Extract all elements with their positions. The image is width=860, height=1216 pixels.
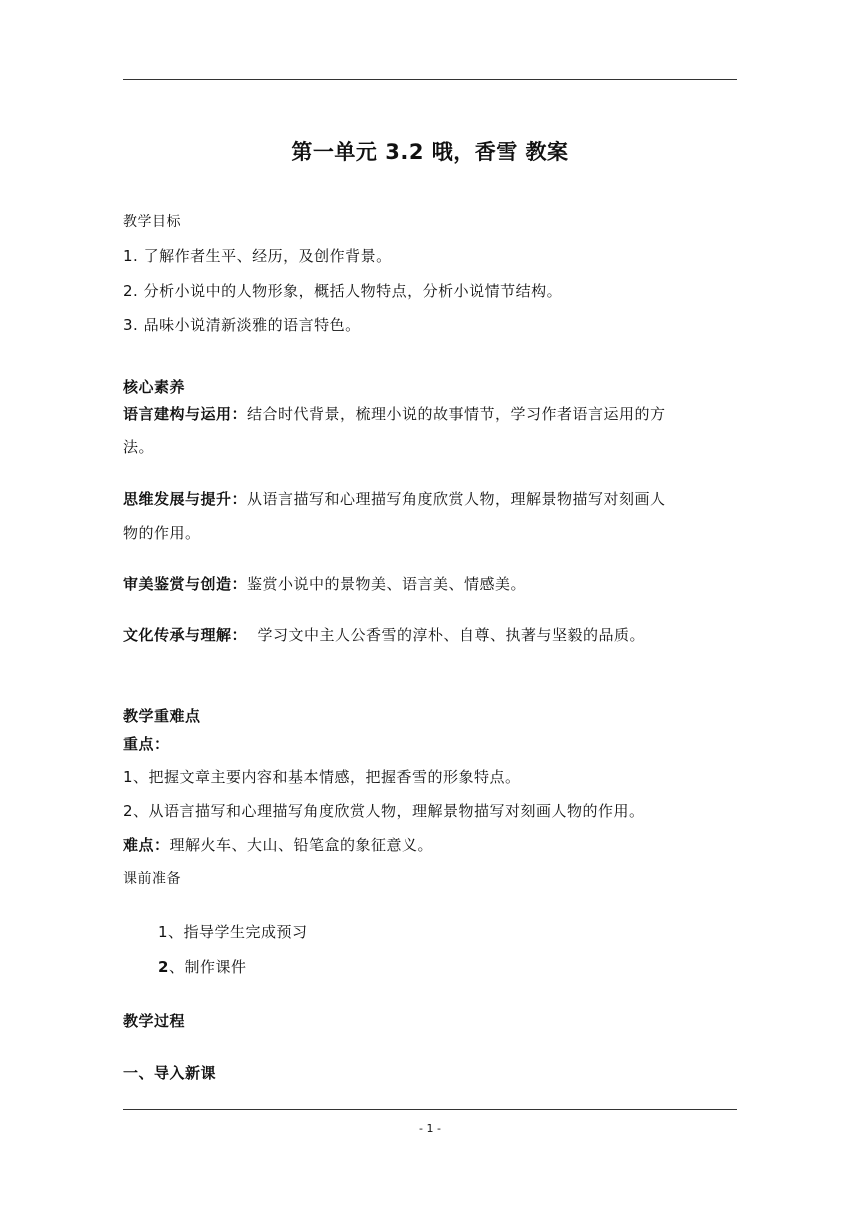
preparation-num: 1 (158, 923, 169, 941)
literacy-text: 鉴赏小说中的景物美、语言美、情感美。 (247, 575, 527, 593)
literacy-item-thinking (123, 489, 737, 509)
goal-item-3: 3. 品味小说清新淡雅的语言特色。 (123, 316, 361, 334)
preparation-heading: 课前准备 (123, 871, 181, 887)
process-heading: 教学过程 (123, 1012, 186, 1030)
literacy-text: 从语言描写和心理描写角度欣赏人物，理解景物描写对刻画人 (247, 490, 666, 508)
difficulty-text: 理解火车、大山、铅笔盒的象征意义。 (169, 836, 434, 854)
literacy-label: 审美鉴赏与创造： (123, 575, 248, 593)
key-points-heading: 教学重难点 (123, 707, 201, 725)
preparation-text: 、制作课件 (168, 958, 247, 976)
preparation-item-2 (158, 957, 772, 977)
literacy-text: 结合时代背景，梳理小说的故事情节，学习作者语言运用的方 (247, 405, 666, 423)
literacy-text: 学习文中主人公香雪的淳朴、自尊、执著与坚毅的品质。 (247, 626, 646, 644)
literacy-heading: 核心素养 (123, 378, 186, 396)
page-number: - 1 - (419, 1122, 441, 1135)
footer-rule (123, 1109, 737, 1110)
literacy-item-culture (123, 625, 737, 645)
goal-item-2: 2. 分析小说中的人物形象，概括人物特点，分析小说情节结构。 (123, 282, 563, 300)
literacy-item-language (123, 404, 737, 424)
process-section-1: 一、导入新课 (123, 1064, 217, 1082)
goal-item-1: 1. 了解作者生平、经历，及创作背景。 (123, 247, 392, 265)
literacy-item-thinking-cont: 物的作用。 (123, 524, 201, 542)
focus-label: 重点： (123, 735, 170, 753)
focus-item-2: 2、从语言描写和心理描写角度欣赏人物，理解景物描写对刻画人物的作用。 (123, 802, 645, 820)
document-title: 第一单元 3.2 哦，香雪 教案 (291, 140, 569, 164)
literacy-label: 文化传承与理解： (123, 626, 248, 644)
literacy-label: 思维发展与提升： (123, 490, 248, 508)
preparation-text: 、指导学生完成预习 (168, 923, 308, 941)
difficulty-label: 难点： (123, 836, 170, 854)
difficulty-line (123, 835, 737, 855)
header-rule (123, 79, 737, 80)
literacy-label: 语言建构与运用： (123, 405, 248, 423)
goals-heading: 教学目标 (123, 214, 181, 230)
focus-item-1: 1、把握文章主要内容和基本情感，把握香雪的形象特点。 (123, 768, 521, 786)
preparation-num: 2 (158, 958, 169, 976)
literacy-item-aesthetic (123, 574, 737, 594)
literacy-item-language-cont: 法。 (123, 438, 155, 456)
preparation-item-1 (158, 922, 772, 942)
